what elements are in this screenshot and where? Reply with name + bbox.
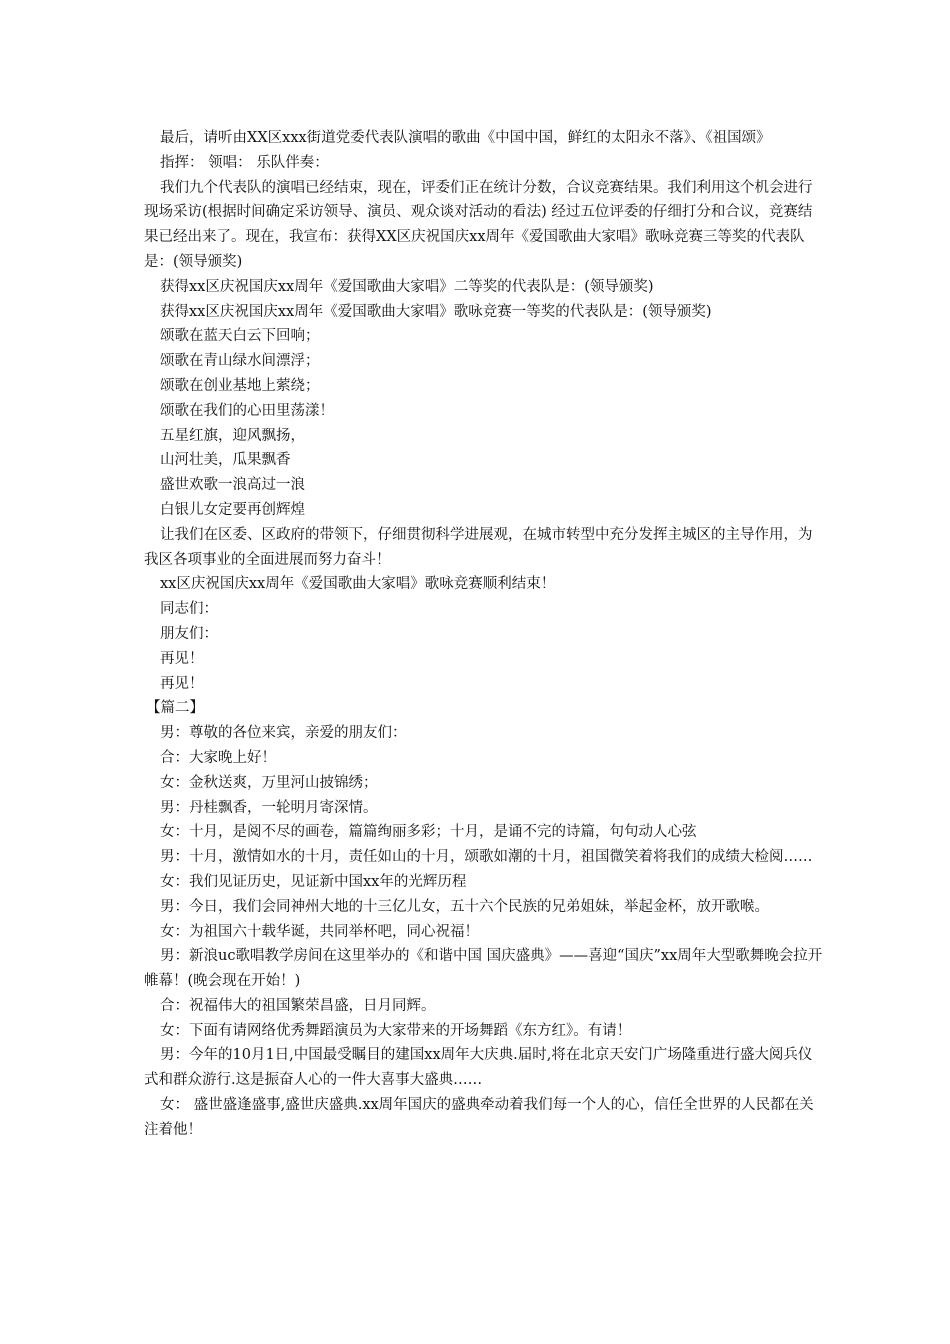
paragraph: 盛世欢歌一浪高过一浪 <box>160 477 305 494</box>
paragraph: 五星红旗，迎风飘扬， <box>160 427 305 444</box>
paragraph: 合：祝福伟大的祖国繁荣昌盛，日月同辉。 <box>160 997 436 1014</box>
paragraph: 颂歌在创业基地上萦绕； <box>160 377 320 394</box>
paragraph: 男：新浪uc歌唱教学房间在这里举办的《和谐中国 国庆盛典》——喜迎“国庆”xx周年大型歌舞晚会拉开帷幕！(晚会现在开始！) <box>144 948 823 990</box>
paragraph: 让我们在区委、区政府的带领下，仔细贯彻科学进展观，在城市转型中充分发挥主城区的主导作用，为我区各项事业的全面进展而努力奋斗！ <box>144 526 813 568</box>
document-body <box>144 126 824 1143</box>
paragraph: 指挥： 领唱： 乐队伴奏： <box>160 154 329 171</box>
paragraph: 女： 盛世盛逢盛事,盛世庆盛典.xx周年国庆的盛典牵动着我们每一个人的心，信任全世界的人民都在关注着他！ <box>144 1097 814 1138</box>
paragraph: 朋友们： <box>160 625 218 642</box>
paragraph: 颂歌在青山绿水间漂浮； <box>160 353 320 370</box>
paragraph: 男：今年的10月1日,中国最受瞩目的建国xx周年大庆典.届时,将在北京天安门广场隆重进行盛大阅兵仪式和群众游行.这是振奋人心的一件大喜事大盛典…… <box>144 1047 813 1089</box>
paragraph: 再见！ <box>160 650 204 667</box>
paragraph: 颂歌在蓝天白云下回响； <box>160 328 320 345</box>
paragraph: 女：我们见证历史，见证新中国xx年的光辉历程 <box>160 873 467 890</box>
section-heading: 【篇二】 <box>146 700 204 717</box>
paragraph: 获得xx区庆祝国庆xx周年《爱国歌曲大家唱》二等奖的代表队是：(领导颁奖) <box>160 278 654 295</box>
paragraph: 男：丹桂飘香，一轮明月寄深情。 <box>160 799 378 816</box>
paragraph: 女：下面有请网络优秀舞蹈演员为大家带来的开场舞蹈《东方红》。有请！ <box>160 1022 632 1039</box>
paragraph: 合：大家晚上好！ <box>160 749 276 766</box>
paragraph: 白银儿女定要再创辉煌 <box>160 501 305 518</box>
paragraph: 颂歌在我们的心田里荡漾！ <box>160 402 334 419</box>
paragraph: 最后，请听由XX区xxx街道党委代表队演唱的歌曲《中国中国，鲜红的太阳永不落》、《祖国颂》 <box>160 130 771 146</box>
paragraph: 同志们： <box>160 601 218 618</box>
paragraph: xx区庆祝国庆xx周年《爱国歌曲大家唱》歌咏竞赛顺利结束！ <box>160 576 556 593</box>
paragraph: 山河壮美，瓜果飘香 <box>160 452 291 469</box>
paragraph: 女：金秋送爽，万里河山披锦绣； <box>160 774 378 791</box>
paragraph: 再见！ <box>160 675 204 692</box>
paragraph: 男：尊敬的各位来宾，亲爱的朋友们： <box>160 725 407 742</box>
paragraph: 男：十月，激情如水的十月，责任如山的十月，颂歌如潮的十月，祖国微笑着将我们的成绩大检阅…… <box>160 849 813 866</box>
paragraph: 男：今日，我们会同神州大地的十三亿儿女，五十六个民族的兄弟姐妹，举起金杯，放开歌喉。 <box>160 898 769 915</box>
paragraph: 我们九个代表队的演唱已经结束，现在，评委们正在统计分数，合议竞赛结果。我们利用这个机会进行现场采访(根据时间确定采访领导、演员、观众谈对活动的看法) 经过五位评委的仔细打分和合议，竞赛结果已经出来了。现在，我宣布：获得XX区庆祝国庆xx周年《爱国歌曲大家唱》歌咏竞赛三等奖的代表队是：(领导颁奖) <box>144 179 813 270</box>
paragraph: 获得xx区庆祝国庆xx周年《爱国歌曲大家唱》歌咏竞赛一等奖的代表队是：(领导颁奖) <box>160 303 712 320</box>
paragraph: 女：十月，是阅不尽的画卷，篇篇绚丽多彩；十月，是诵不完的诗篇，句句动人心弦 <box>160 824 697 841</box>
paragraph: 女：为祖国六十载华诞，共同举杯吧，同心祝福！ <box>160 923 479 940</box>
